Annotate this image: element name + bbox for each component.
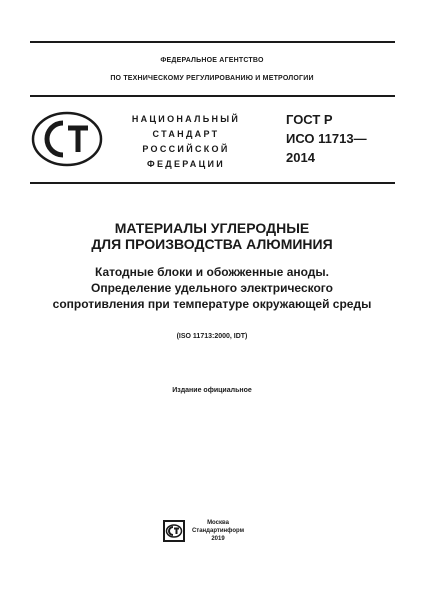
block-rule: [30, 182, 395, 184]
edition-note: Издание официальное: [172, 387, 252, 394]
standard-type-line2: СТАНДАРТ: [152, 129, 220, 139]
standard-type-line3: РОССИЙСКОЙ: [142, 144, 230, 154]
iso-reference: (ISO 11713:2000, IDT): [176, 333, 248, 340]
top-rule: [30, 41, 395, 43]
standard-designation-line2: ИСО 11713—: [286, 131, 367, 146]
document-subtitle-line3: сопротивления при температуре окружающей среды: [52, 297, 372, 311]
document-title-line2: ДЛЯ ПРОИЗВОДСТВА АЛЮМИНИЯ: [91, 236, 333, 252]
standard-designation-line3: 2014: [286, 150, 315, 165]
standard-type-line4: ФЕДЕРАЦИИ: [146, 159, 226, 169]
publisher-city: Москва: [207, 520, 229, 526]
document-subtitle-line2: Определение удельного электрического: [91, 281, 333, 295]
standard-type-line1: НАЦИОНАЛЬНЫЙ: [131, 114, 241, 124]
standard-designation-line1: ГОСТ Р: [286, 112, 333, 127]
document-subtitle-line1: Катодные блоки и обожженные аноды.: [95, 265, 329, 279]
gost-r-logo-icon: [30, 110, 104, 168]
document-title-line1: МАТЕРИАЛЫ УГЛЕРОДНЫЕ: [114, 220, 310, 236]
publisher-name: Стандартинформ: [191, 528, 245, 534]
standartinform-logo-icon: [163, 520, 185, 542]
header-rule: [30, 95, 395, 97]
agency-name-line1: ФЕДЕРАЛЬНОЕ АГЕНТСТВО: [160, 57, 264, 64]
agency-name-line2: ПО ТЕХНИЧЕСКОМУ РЕГУЛИРОВАНИЮ И МЕТРОЛОГИИ: [110, 75, 314, 82]
publication-year: 2019: [211, 536, 225, 542]
